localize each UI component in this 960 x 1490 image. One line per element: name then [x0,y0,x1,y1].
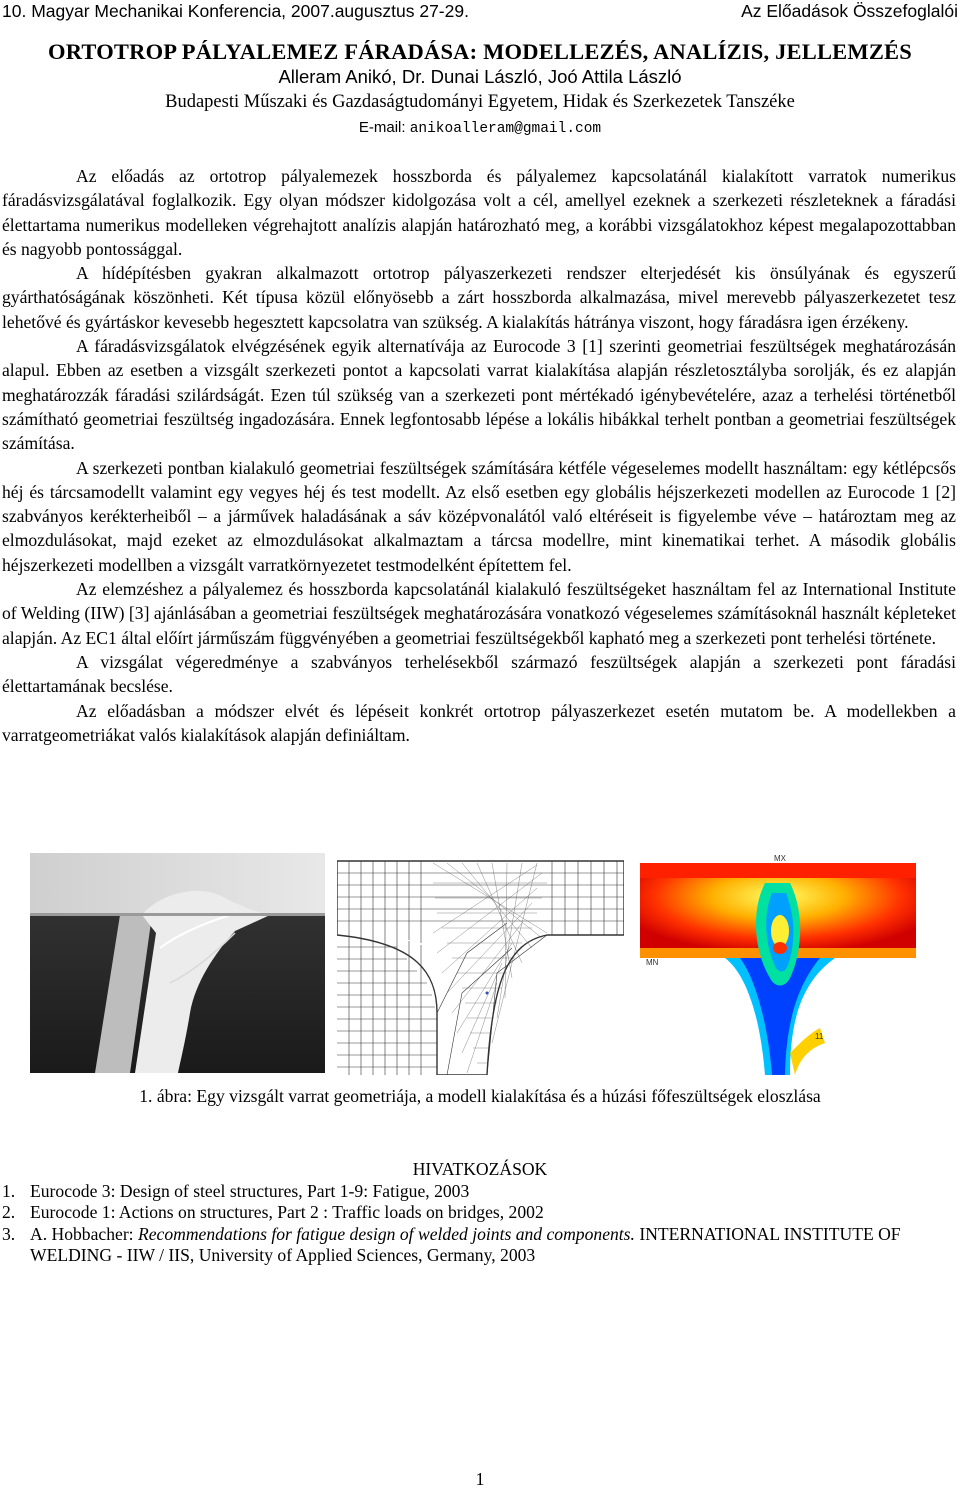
reference-publisher: INTERNATIONAL INSTITUTE OF WELDING - IIW / IIS, University of Applied Sciences, Germany, 2003 [30,1223,901,1266]
reference-text: A. Hobbacher: [30,1223,138,1244]
paragraph: A fáradásvizsgálatok elvégzésének egyik alternatívája az Eurocode 3 [1] szerinti geometriai feszültségek meghatározásán alapul. Ebben az esetben a vizsgált szerkezeti pontot a kapcsolati varrat kialakítása alapján részletosztályba sorolják, és ez alapján meghatározzák fáradási szilárdságát. Ezen túl szükség van a szerkezeti pont mértékadó igénybevételére, azaz a terhelési történetből számítható geometriai feszültség ingadozására. Ennek legfontosabb lépése a lokális hibákkal terhelt pontban a geometriai feszültségek számítása. [2,336,956,454]
email-line [0,119,960,137]
email-label: E-mail: [358,119,410,136]
figure-caption: 1. ábra: Egy vizsgált varrat geometriája, a modell kialakítása és a húzási főfeszültségek eloszlása [139,1086,821,1106]
reference-item [0,1224,958,1267]
reference-text: Eurocode 3: Design of steel structures, Part 1-9: Fatigue, 2003 [30,1181,470,1201]
paragraph: A szerkezeti pontban kialakuló geometriai feszültségek számítására kétféle végeselemes modellt használtam: egy kétlépcsős héj és tárcsamodellt valamint egy vegyes héj és test modellt. Az első esetben egy globális héjszerkezeti modellen az Eurocode 1 [2] szabványos kerékterheiből – a járművek haladásának a sáv középvonalától való eltéréseit is figyelembe véve – határoztam meg az elmozdulásokat, majd ezeket az elmozdulásokat alkalmaztam a tárcsa modellre, mint kinematikai terhet. A második globális héjszerkezeti modellben a vizsgált varratkörnyezetet testmodelként építettem fel. [2,457,956,575]
paragraph: A vizsgálat végeredménye a szabványos terhelésekből származó feszültségek alapján a szerkezeti pont fáradási élettartamának becslése. [2,651,956,697]
reference-title: Recommendations for fatigue design of welded joints and components. [137,1223,635,1244]
max-marker-label: MX [774,854,786,863]
reference-number: 3. [2,1223,16,1244]
paragraph: Az előadás az ortotrop pályalemezek hosszborda és pályalemez kapcsolatánál kialakított varratok numerikus fáradásvizsgálatával foglalkozik. Egy olyan módszer kidolgozása volt a cél, amellyel ezeknek a szerkezeti részleteknek a fáradási élettartama numerikus modelleken végrehajtott analízis alapján határozható meg, a korábbi vizsgálatokhoz képest megalapozottabban és nagyobb pontossággal. [2,166,956,259]
reference-item [0,1181,958,1202]
paragraph: Az elemzéshez a pályalemez és hosszborda kapcsolatánál kialakuló feszültségeket használtam fel az International Institute of Welding (IIW) [3] ajánlásában a geometriai feszültségek meghatározására vonatkozó végeselemes számításoknál használt képleteket alapján. Az EC1 által előírt járműszám függvényében a geometriai feszültségekből kapható meg a szerkezeti pont terhelési története. [2,579,956,648]
page-header [2,0,958,26]
header-section-title: Az Előadások Összefoglalói [741,1,958,21]
paragraph: A hídépítésben gyakran alkalmazott ortotrop pályaszerkezeti rendszer elterjedését kis önsúlyának és egyszerű gyárthatóságának köszönheti. Két típusa közül előnyösebb a zárt hosszborda alkalmazása, mivel merevebb pályaszerkezetet tesz lehetővé és gyártáskor kevesebb hegesztett kapcsolatra van szükség. A kialakítás hátránya viszont, hogy fáradásra igen érzékeny. [2,263,956,332]
reference-text: Eurocode 1: Actions on structures, Part 2 : Traffic loads on bridges, 2002 [30,1202,544,1223]
references-heading: HIVATKOZÁSOK [412,1159,548,1179]
weld-macro-photo [30,853,325,1073]
paper-title: ORTOTROP PÁLYALEMEZ FÁRADÁSA: MODELLEZÉS, ANALÍZIS, JELLEMZÉS [48,39,912,64]
stress-contour-figure [640,853,916,1075]
reference-item [0,1202,958,1223]
reference-list [0,1181,958,1267]
paragraph: Az előadásban a módszer elvét és lépéseit konkrét ortotrop pályaszerkezet esetén mutatom be. A modellekben a varratgeometriákat valós kialakítások alapján definiáltam. [2,700,956,745]
node-label: 11 [815,1032,824,1041]
affiliation: Budapesti Műszaki és Gazdaságtudományi Egyetem, Hidak és Szerkezetek Tanszéke [165,92,795,112]
reference-number: 1. [2,1181,16,1201]
min-marker-label: MN [646,958,659,967]
email-address: anikoalleram@gmail.com [409,121,602,137]
figure-1 [0,853,960,1075]
abstract-body [2,164,956,747]
conference-name: 10. Magyar Mechanikai Konferencia, 2007.augusztus 27-29. [2,1,469,21]
fe-mesh-figure [337,853,624,1075]
reference-number: 2. [2,1202,16,1223]
page-number: 1 [475,1469,485,1489]
authors: Alleram Anikó, Dr. Dunai László, Joó Attila László [278,66,682,87]
